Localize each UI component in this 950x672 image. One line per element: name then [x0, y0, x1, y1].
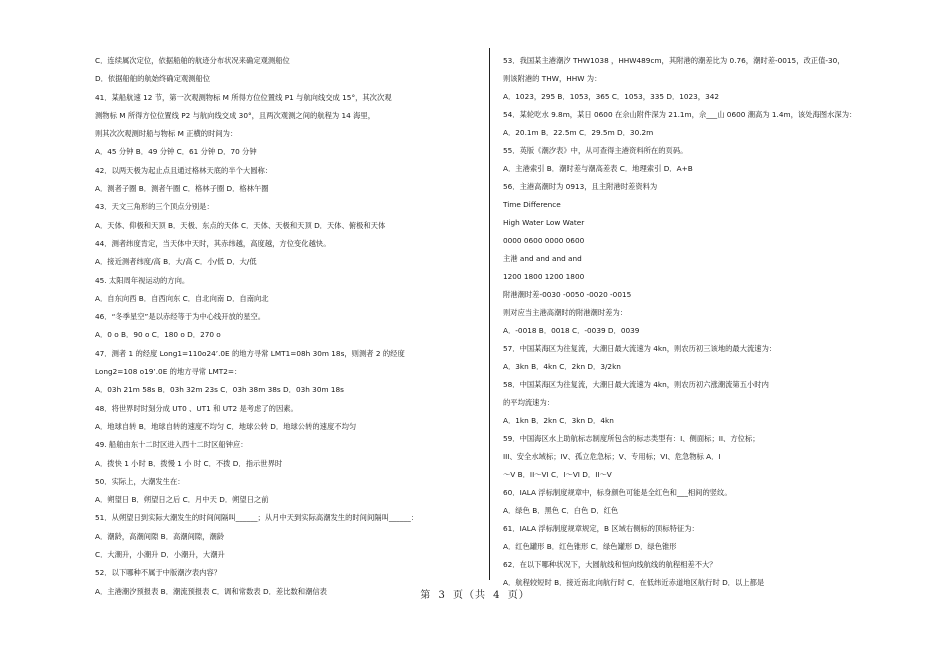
text-line: A．主港索引 B．潮时差与潮高差表 C．地理索引 D．A+B [503, 164, 693, 173]
text-line: A．3kn B．4kn C．2kn D．3/2kn [503, 362, 621, 371]
text-line: 56．主港高潮时为 0913，且主附港时差资料为 [503, 182, 658, 191]
text-line: 53．我国某主港潮汐 THW1038 ，HHW489cm，其附港的潮差比为 0.76，潮时差-0015，改正值-30， [503, 56, 845, 65]
text-line: 0000 0600 0000 0600 [503, 236, 585, 245]
text-line: 主港 and and and and [503, 254, 582, 263]
text-line: A．测者子圈 B．测者午圈 C．格林子圈 D．格林午圈 [95, 184, 269, 194]
right-column [503, 52, 893, 592]
text-line: A．红色罐形 B．红色锥形 C．绿色罐形 D．绿色锥形 [503, 542, 677, 551]
text-line: 52．以下哪种不属于中版潮汐表内容？ [95, 568, 222, 578]
text-line: A．拨快 1 小时 B．拨慢 1 小 时 C．不拨 D．指示世界时 [95, 458, 283, 468]
text-line: 1200 1800 1200 1800 [503, 272, 585, 281]
text-line: 42．以两天极为起止点且通过格林天底的半个大圆称： [95, 165, 273, 175]
text-line: 51．从朔望日到实际大潮发生的时间间隔叫______；从月中天到实际高潮发生的时间间隔叫______： [95, 513, 419, 523]
text-line: 43．天文三角形的三个顶点分别是： [95, 202, 214, 212]
text-line: 49. 船舶由东十二时区进入西十二时区船钟应： [95, 440, 248, 450]
text-line: A．1023，295 B．1053，365 C．1053，335 D．1023，342 [503, 92, 720, 101]
text-line: A．天体、仰极和天顶 B．天极、东点的天体 C．天体、天极和天顶 D．天体、俯极和天体 [95, 220, 386, 230]
text-line: A．03h 21m 58s B．03h 32m 23s C．03h 38m 38s D．03h 30m 18s [95, 385, 344, 395]
text-line: D．依据船舶的航始终确定观测船位 [95, 74, 211, 84]
text-line: 59．中国海区水上助航标志制度所包含的标志类型有：I、侧面标；II、方位标； [503, 434, 760, 443]
text-line: Time Difference [503, 200, 561, 209]
text-line: 60．IALA 浮标制度规章中，标身颜色可能是全红色和___相间的竖纹。 [503, 488, 732, 497]
text-line: 测物标 M 所得方位位置线 P2 与航向线交成 30°，且两次观测之间的航程为 14 海里， [95, 110, 375, 120]
text-line: A．20.1m B．22.5m C．29.5m D．30.2m [503, 128, 654, 137]
text-line: 46．“冬季星空”是以赤经等于为中心线开放的星空。 [95, 312, 266, 322]
text-line: 47．测者 1 的经度 Long1=110o24’.0E 的地方寻常 LMT1=08h 30m 18s，则测者 2 的经度 [95, 348, 405, 358]
text-line: A．0 o B．90 o C．180 o D．270 o [95, 330, 221, 340]
text-line: A．1kn B．2kn C．3kn D．4kn [503, 416, 614, 425]
text-line: 则其次次观测时船与物标 M 正横的时间为： [95, 129, 238, 139]
text-line: 48．将世界时时刻分成 UT0 、UT1 和 UT2 是考虑了的因素。 [95, 403, 298, 413]
text-line: C．连续属次定位，依据船舶的航迹分布状况来确定观测船位 [95, 56, 290, 65]
page-footer: 第 3 页（共 4 页） [420, 590, 530, 601]
text-line: High Water Low Water [503, 218, 585, 227]
text-line: 58．中国某海区为往复流，大潮日最大流速为 4kn，则农历初六涨潮流第五小时内 [503, 380, 769, 389]
text-line: A．地球自转 B．地球自转的速度不均匀 C．地球公转 D．地球公转的速度不均匀 [95, 421, 357, 431]
text-line: A．朔望日 B．朔望日之后 C．月中天 D．朔望日之前 [95, 495, 269, 505]
text-line: 则该附港的 THW，HHW 为： [503, 74, 602, 83]
text-line: 57．中国某海区为往复流，大潮日最大流速为 4kn，则农历初三该地的最大流速为： [503, 344, 777, 353]
text-line: 45. 太阳周年视运动的方向。 [95, 275, 190, 285]
text-line: C．大潮升，小潮升 D．小潮升，大潮升 [95, 550, 225, 560]
left-column [95, 52, 470, 601]
text-line: III、安全水域标；IV、孤立危急标；V、专用标；VI、危急物标 A．I [503, 452, 721, 461]
text-line: 54．某轮吃水 9.8m，某日 0600 在佘山附件深为 21.1m，佘___山 0600 潮高为 1.4m，该处海图水深为： [503, 110, 857, 119]
text-line: A．绿色 B．黑色 C．白色 D．红色 [503, 506, 619, 515]
column-divider [489, 48, 490, 580]
text-line: 61．IALA 浮标制度规章规定，B 区域右侧标的顶标特征为： [503, 524, 699, 533]
text-line: ～V B．II～VI C．I～VI D．II～V [503, 470, 612, 479]
text-line: A．45 分钟 B．49 分钟 C．61 分钟 D．70 分钟 [95, 147, 257, 157]
text-line: 则对应当主港高潮时的附港潮时差为： [503, 308, 628, 317]
text-line: A．自东向西 B．自西向东 C．自北向南 D．自南向北 [95, 293, 269, 303]
text-line: 的平均流速为： [503, 398, 555, 407]
text-line: 附港潮时差-0030 -0050 -0020 -0015 [503, 290, 632, 299]
text-line: 44．测者纬度肯定，当天体中天时，其赤纬越，高度越，方位变化越快。 [95, 238, 331, 248]
text-line: 55．英版《潮汐表》中，从可查得主港资料所在的页码。 [503, 146, 688, 155]
text-line: A．潮龄，高潮间隙 B．高潮间隙，潮龄 [95, 531, 225, 541]
text-line: A．航程较短时 B．接近南北向航行时 C．在低纬近赤道地区航行时 D．以上都是 [503, 578, 765, 587]
text-line: A．主港潮汐预报表 B．潮流预报表 C．调和常数表 D．差比数和潮信表 [95, 586, 327, 596]
text-line: A．接近测者纬度/高 B．大/高 C．小/低 D．大/低 [95, 257, 257, 267]
text-line: A．-0018 B．0018 C．-0039 D．0039 [503, 326, 640, 335]
text-line: 50．实际上，大潮发生在： [95, 476, 185, 486]
text-line: Long2=108 o19’.0E 的地方寻常 LMT2=： [95, 367, 242, 377]
text-line: 41．某船航速 12 节，第一次观测物标 M 所得方位位置线 P1 与航向线交成 15°，其次次观 [95, 92, 392, 102]
text-line: 62．在以下哪种状况下，大圆航线和恒向线航线的航程相差不大？ [503, 560, 717, 569]
